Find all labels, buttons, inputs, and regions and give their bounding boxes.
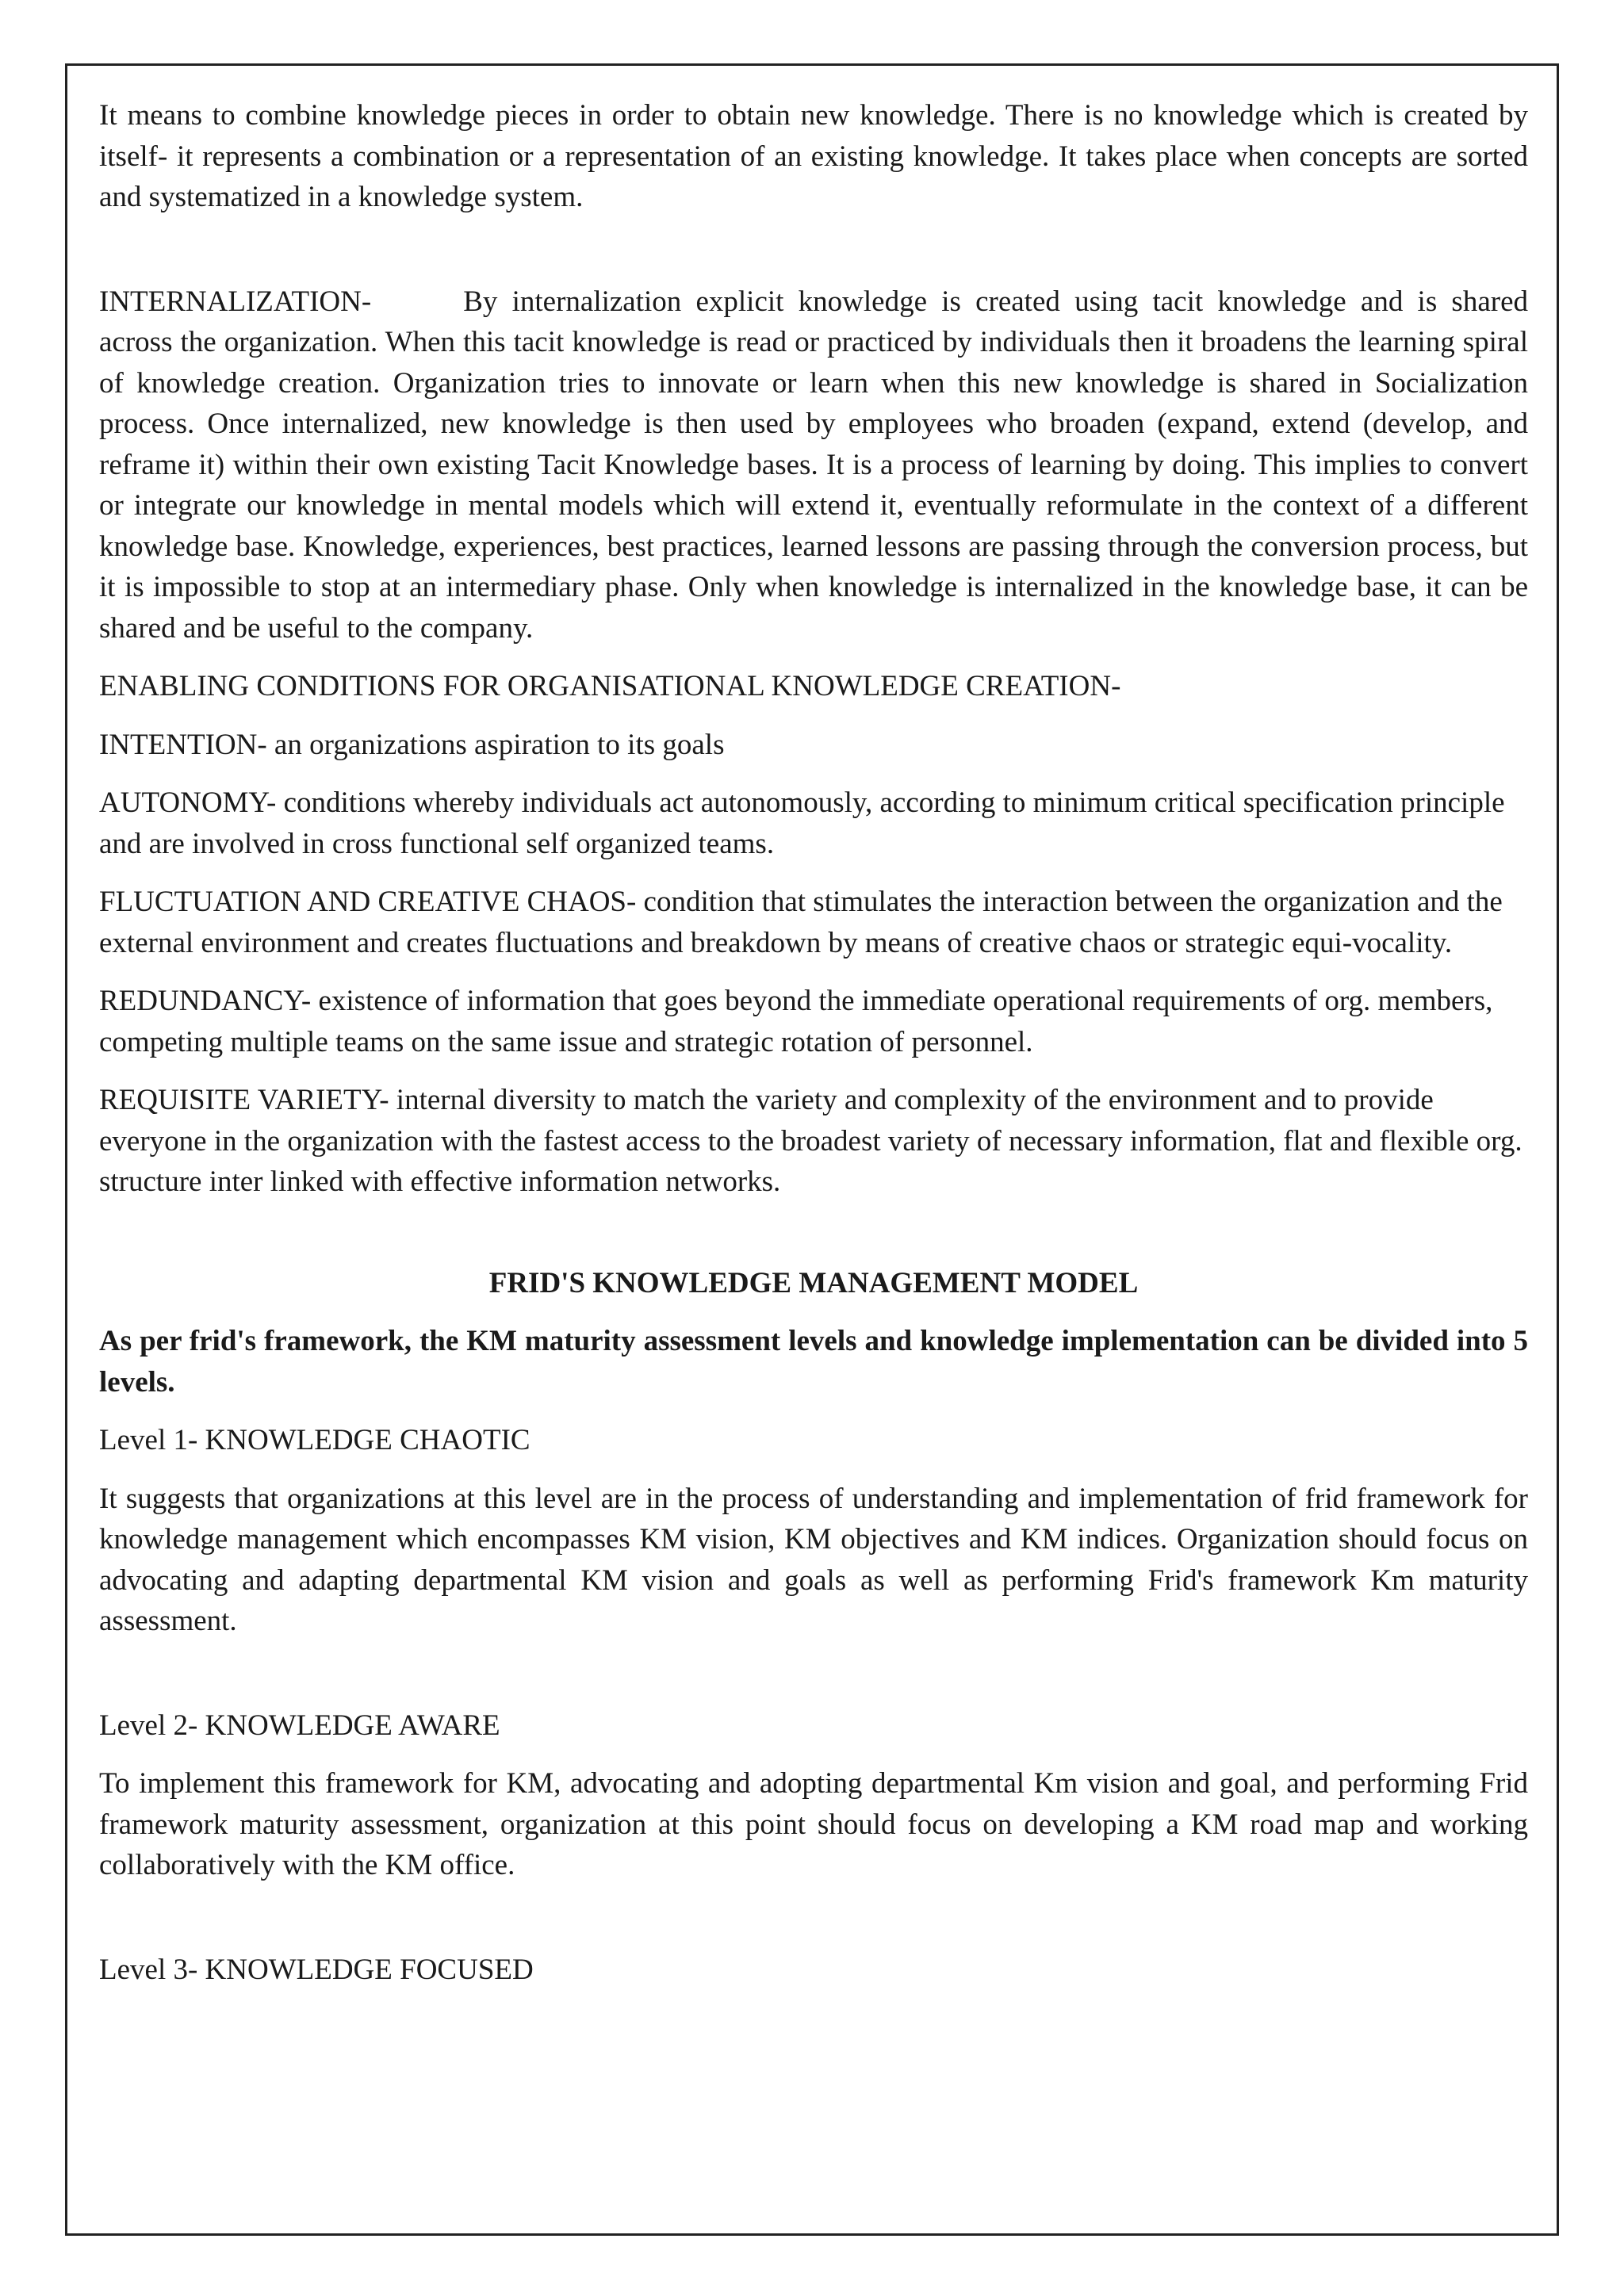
level2-title: Level 2- KNOWLEDGE AWARE: [99, 1709, 500, 1742]
level1-title: Level 1- KNOWLEDGE CHAOTIC: [99, 1424, 530, 1456]
level1-body: It suggests that organizations at this level are in the process of understanding and implementation of frid framework for knowledge management which encompasses KM vision, KM objectives and KM indices. Organization should focus on advocating and adapting departmental KM vision and goals as well as performing Frid's framework Km maturity assessment.: [99, 1482, 1528, 1637]
level2-body: To implement this framework for KM, advocating and adopting departmental Km vision and goal, and performing Frid framework maturity assessment, organization at this point should focus on developing a KM road map and working collaboratively with the KM office.: [99, 1767, 1528, 1881]
intention-paragraph: INTENTION- an organizations aspiration to its goals: [99, 728, 725, 761]
enabling-conditions-heading: ENABLING CONDITIONS FOR ORGANISATIONAL KNOWLEDGE CREATION-: [99, 670, 1121, 702]
redundancy-paragraph: REDUNDANCY- existence of information that goes beyond the immediate operational requirements of org. members, competing multiple teams on the same issue and strategic rotation of personnel.: [99, 985, 1493, 1058]
requisite-variety-paragraph: REQUISITE VARIETY- internal diversity to match the variety and complexity of the environment and to provide everyone in the organization with the fastest access to the broadest variety of necessary information, flat and flexible org. structure inter linked with effective information networks.: [99, 1084, 1522, 1198]
internalization-label: INTERNALIZATION-: [99, 285, 372, 318]
frid-model-intro: As per frid's framework, the KM maturity assessment levels and knowledge implementation can be divided into 5 levels.: [99, 1325, 1528, 1399]
autonomy-paragraph: AUTONOMY- conditions whereby individuals act autonomously, according to minimum critical specification principle and are involved in cross functional self organized teams.: [99, 786, 1505, 860]
frid-model-title: FRID'S KNOWLEDGE MANAGEMENT MODEL: [488, 1266, 1139, 1299]
document-body: [99, 95, 1528, 1990]
combination-paragraph: It means to combine knowledge pieces in order to obtain new knowledge. There is no knowledge which is created by itself- it represents a combination or a representation of an existing knowledge. It takes place when concepts are sorted and systematized in a knowledge system.: [99, 99, 1528, 213]
level3-title: Level 3- KNOWLEDGE FOCUSED: [99, 1953, 534, 1986]
fluctuation-paragraph: FLUCTUATION AND CREATIVE CHAOS- condition that stimulates the interaction between the organization and the external environment and creates fluctuations and breakdown by means of creative chaos or strategic equi-vocality.: [99, 886, 1503, 959]
internalization-body: By internalization explicit knowledge is created using tacit knowledge and is shared across the organization. When this tacit knowledge is read or practiced by individuals then it broadens the learning spiral of knowledge creation. Organization tries to innovate or learn when this new knowledge is shared in Socialization process. Once internalized, new knowledge is then used by employees who broaden (expand, extend (develop, and reframe it) within their own existing Tacit Knowledge bases. It is a process of learning by doing. This implies to convert or integrate our knowledge in mental models which will extend it, eventually reformulate in the context of a different knowledge base. Knowledge, experiences, best practices, learned lessons are passing through the conversion process, but it is impossible to stop at an intermediary phase. Only when knowledge is internalized in the knowledge base, it can be shared and be useful to the company.: [99, 285, 1528, 645]
internalization-paragraph: [99, 281, 1528, 649]
